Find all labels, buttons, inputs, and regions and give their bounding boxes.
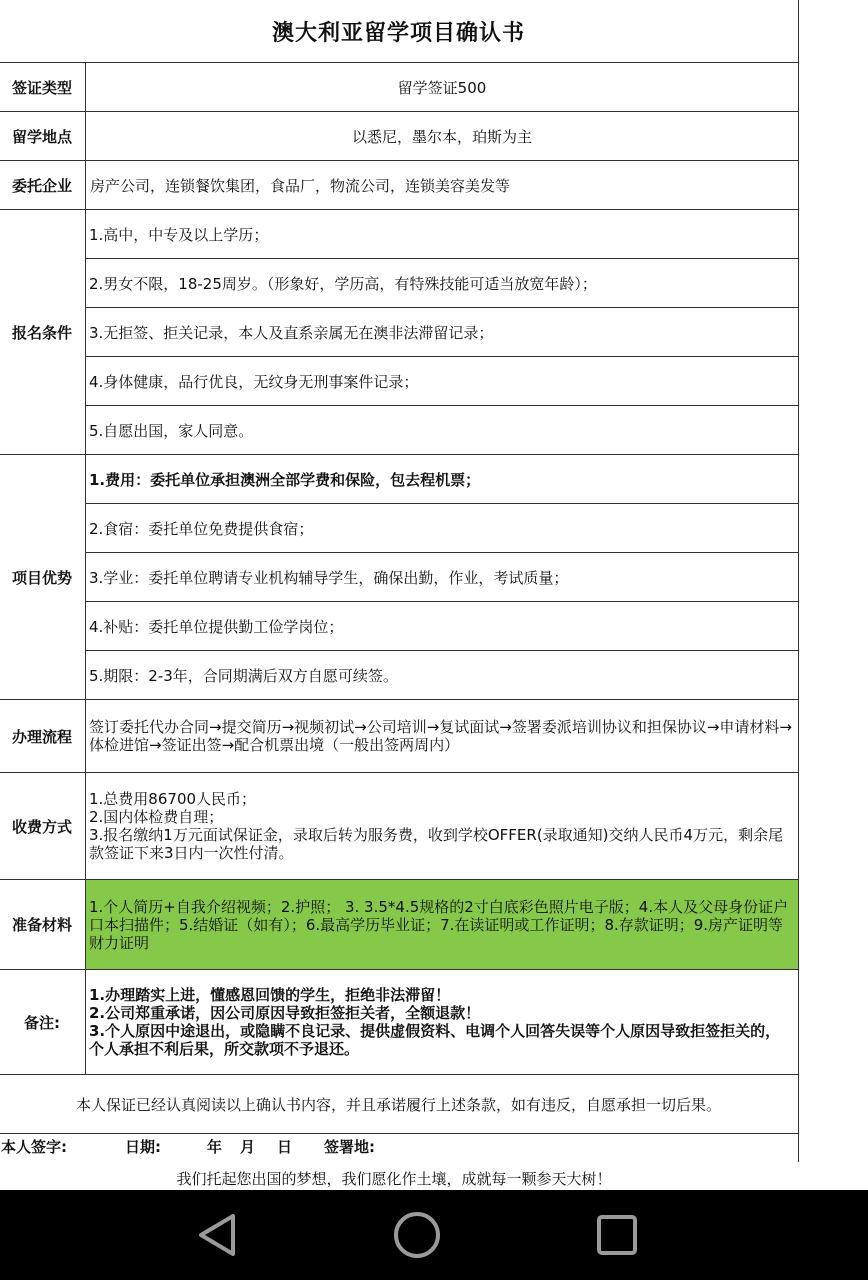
process-label: 办理流程: [0, 700, 86, 772]
place-label: 签署地:: [324, 1138, 376, 1156]
advantage-item: 1.费用：委托单位承担澳洲全部学费和保险，包去程机票；: [86, 455, 798, 504]
fee-item: 1.总费用86700人民币；: [89, 790, 257, 808]
fees-list: [86, 773, 798, 879]
visa-type-row: [0, 63, 798, 112]
materials-value: 1.个人简历+自我介绍视频；2.护照； 3. 3.5*4.5规格的2寸白底彩色照片电子版；4.本人及父母身份证户口本扫描件；5.结婚证（如有）；6.最高学历毕业证；7.在读证明或工作证明；8.存款证明；9.房产证明等财力证明: [89, 897, 789, 952]
home-circle-icon: [392, 1210, 442, 1260]
advantages-list: [86, 455, 798, 699]
remarks-label: 备注:: [0, 970, 86, 1074]
location-row: [0, 112, 798, 161]
process-value: 签订委托代办合同→提交简历→视频初试→公司培训→复试面试→签署委派培训协议和担保协议→申请材料→体检进馆→签证出签→配合机票出境（一般出签两周内）: [89, 718, 792, 754]
home-button[interactable]: [392, 1210, 442, 1260]
document-title: 澳大利亚留学项目确认书: [0, 0, 798, 63]
back-button[interactable]: [193, 1210, 243, 1260]
remark-item: 3.个人原因中途退出，或隐瞒不良记录、提供虚假资料、电调个人回答失误等个人原因导致拒签拒关的，个人承担不利后果，所交款项不予退还。: [89, 1022, 781, 1058]
requirements-list: [86, 210, 798, 454]
advantages-row: [0, 455, 798, 700]
employers-value: 房产公司，连锁餐饮集团，食品厂，物流公司，连锁美容美发等: [90, 176, 511, 195]
fee-item: 2.国内体检费自理；: [89, 808, 224, 826]
materials-label: 准备材料: [0, 880, 86, 969]
visa-type-label: 签证类型: [0, 63, 86, 111]
materials-row: [0, 880, 798, 970]
remark-item: 2.公司郑重承诺，因公司原因导致拒签拒关者，全额退款！: [89, 1004, 481, 1022]
signature-row: [0, 1134, 798, 1162]
advantage-item: 2.食宿：委托单位免费提供食宿；: [86, 504, 798, 553]
requirement-item: 5.自愿出国，家人同意。: [89, 421, 254, 440]
requirement-item: 1.高中，中专及以上学历；: [86, 210, 798, 259]
navigation-bar: [0, 1190, 868, 1280]
requirement-item: 2.男女不限，18-25周岁。（形象好，学历高，有特殊技能可适当放宽年龄）；: [86, 259, 798, 308]
fees-label: 收费方式: [0, 773, 86, 879]
advantage-item: 5.期限：2-3年，合同期满后双方自愿可续签。: [89, 666, 398, 685]
visa-type-value: 留学签证500: [397, 78, 487, 97]
remarks-list: [86, 970, 798, 1074]
month-label: 月: [240, 1138, 256, 1156]
recents-button[interactable]: [592, 1210, 642, 1260]
requirement-item: 3.无拒签、拒关记录，本人及直系亲属无在澳非法滞留记录；: [86, 308, 798, 357]
employers-row: [0, 161, 798, 210]
slogan-text: 我们托起您出国的梦想，我们愿化作土壤，成就每一颗参天大树！: [176, 1170, 612, 1188]
remark-item: 1.办理踏实上进，懂感恩回馈的学生，拒绝非法滞留！: [89, 986, 451, 1004]
process-row: [0, 700, 798, 773]
day-label: 日: [277, 1138, 293, 1156]
location-label: 留学地点: [0, 112, 86, 160]
advantage-item: 4.补贴：委托单位提供勤工俭学岗位；: [86, 602, 798, 651]
declaration-text: 本人保证已经认真阅读以上确认书内容，并且承诺履行上述条款，如有违反，自愿承担一切后果。: [0, 1075, 798, 1134]
back-triangle-icon: [193, 1210, 243, 1260]
location-value: 以悉尼，墨尔本，珀斯为主: [351, 127, 532, 146]
fee-item: 3.报名缴纳1万元面试保证金，录取后转为服务费，收到学校OFFER(录取通知)交纳人民币4万元，剩余尾款签证下来3日内一次性付清。: [89, 826, 784, 862]
advantage-item: 3.学业：委托单位聘请专业机构辅导学生，确保出勤，作业，考试质量；: [86, 553, 798, 602]
fees-row: [0, 773, 798, 880]
year-label: 年: [207, 1138, 223, 1156]
remarks-row: [0, 970, 798, 1075]
advantages-label: 项目优势: [0, 455, 86, 699]
requirement-item: 4.身体健康，品行优良，无纹身无刑事案件记录；: [86, 357, 798, 406]
requirements-label: 报名条件: [0, 210, 86, 454]
sign-label: 本人签字:: [1, 1138, 67, 1156]
process-cell: [86, 700, 798, 772]
date-label: 日期:: [125, 1138, 161, 1156]
materials-cell: [86, 880, 798, 969]
recents-square-icon: [592, 1210, 642, 1260]
requirements-row: [0, 210, 798, 455]
employers-label: 委托企业: [0, 161, 86, 209]
